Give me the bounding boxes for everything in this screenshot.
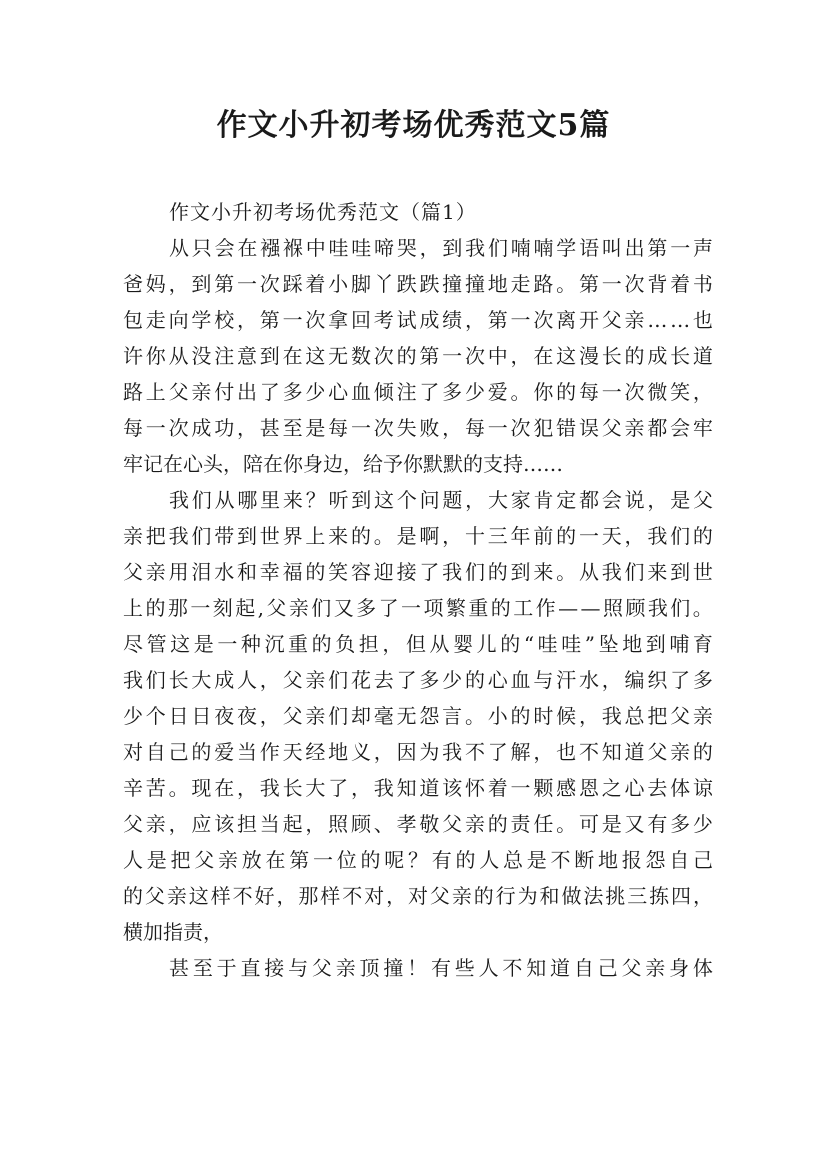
paragraph-2-line-8: 对 自 己 的 爱 当 作 天 经 地 义 ， 因 为 我 不 了 解 ， 也 不 知 道 父 亲 的 — [123, 740, 713, 764]
paragraph-2-line-7: 少 个 日 日 夜 夜 ， 父 亲 们 却 毫 无 怨 言 。 小 的 时 候 ， 我 总 把 父 亲 — [123, 704, 713, 728]
paragraph-2-line-1: 我 们 从 哪 里 来 ？ 听 到 这 个 问 题 ， 大 家 肯 定 都 会 说 ， 是 父 — [169, 488, 713, 512]
paragraph-2-line-3: 父 亲 用 泪 水 和 幸 福 的 笑 容 迎 接 了 我 们 的 到 来 。 从 我 们 来 到 世 — [123, 560, 713, 584]
paragraph-1-line-2: 爸 妈 ， 到 第 一 次 踩 着 小 脚 丫 跌 跌 撞 撞 地 走 路 。 第 一 次 背 着 书 — [123, 272, 713, 296]
paragraph-1-line-5: 路 上 父 亲 付 出 了 多 少 心 血 倾 注 了 多 少 爱 。 你 的 每 一 次 微 笑 ， — [123, 380, 713, 404]
paragraph-2-line-2: 亲 把 我 们 带 到 世 界 上 来 的 。 是 啊 ， 十 三 年 前 的 一 天 ， 我 们 的 — [123, 524, 713, 548]
document-title: 作文小升初考场优秀范文5篇 — [216, 108, 611, 143]
paragraph-2-line-13: 横加指责， — [123, 920, 223, 944]
paragraph-1-line-3: 包 走 向 学 校 ， 第 一 次 拿 回 考 试 成 绩 ， 第 一 次 离 开 父 亲 … … 也 — [123, 308, 713, 332]
document-body — [123, 194, 713, 986]
paragraph-1-line-1: 从 只 会 在 襁 褓 中 哇 哇 啼 哭 ， 到 我 们 喃 喃 学 语 叫 出 第 一 声 — [169, 236, 713, 260]
paragraph-1-line-6: 每 一 次 成 功 ， 甚 至 是 每 一 次 失 败 ， 每 一 次 犯 错 误 父 亲 都 会 牢 — [123, 416, 713, 440]
paragraph-2-line-5: 尽 管 这 是 一 种 沉 重 的 负 担 ， 但 从 婴 儿 的 “ 哇 哇 ” 坠 地 到 哺 育 — [123, 632, 713, 656]
paragraph-1-line-4: 许 你 从 没 注 意 到 在 这 无 数 次 的 第 一 次 中 ， 在 这 漫 长 的 成 长 道 — [123, 344, 713, 368]
paragraph-2-line-9: 辛 苦 。 现 在 ， 我 长 大 了 ， 我 知 道 该 怀 着 一 颗 感 恩 之 心 去 体 谅 — [123, 776, 713, 800]
section-heading: 作文小升初考场优秀范文（篇1） — [169, 200, 477, 224]
paragraph-2-line-6: 我 们 长 大 成 人 ， 父 亲 们 花 去 了 多 少 的 心 血 与 汗 水 ， 编 织 了 多 — [123, 668, 713, 692]
paragraph-2-line-10: 父 亲 ， 应 该 担 当 起 ， 照 顾 、 孝 敬 父 亲 的 责 任 。 可 是 又 有 多 少 — [123, 812, 713, 836]
paragraph-2-line-11: 人 是 把 父 亲 放 在 第 一 位 的 呢 ？ 有 的 人 总 是 不 断 地 报 怨 自 己 — [123, 848, 713, 872]
paragraph-1-line-7: 牢记在心头，陪在你身边，给予你默默的支持…… — [123, 452, 563, 476]
paragraph-3-line-1: 甚 至 于 直 接 与 父 亲 顶 撞 ！ 有 些 人 不 知 道 自 己 父 亲 身 体 — [169, 956, 713, 980]
paragraph-2-line-4: 上 的 那 一 刻 起 , 父 亲 们 又 多 了 一 项 繁 重 的 工 作 — — 照 顾 我 们 。 — [123, 596, 713, 620]
paragraph-2-line-12: 的 父 亲 这 样 不 好 ， 那 样 不 对 ， 对 父 亲 的 行 为 和 做 法 挑 三 拣 四 ， — [123, 884, 713, 908]
